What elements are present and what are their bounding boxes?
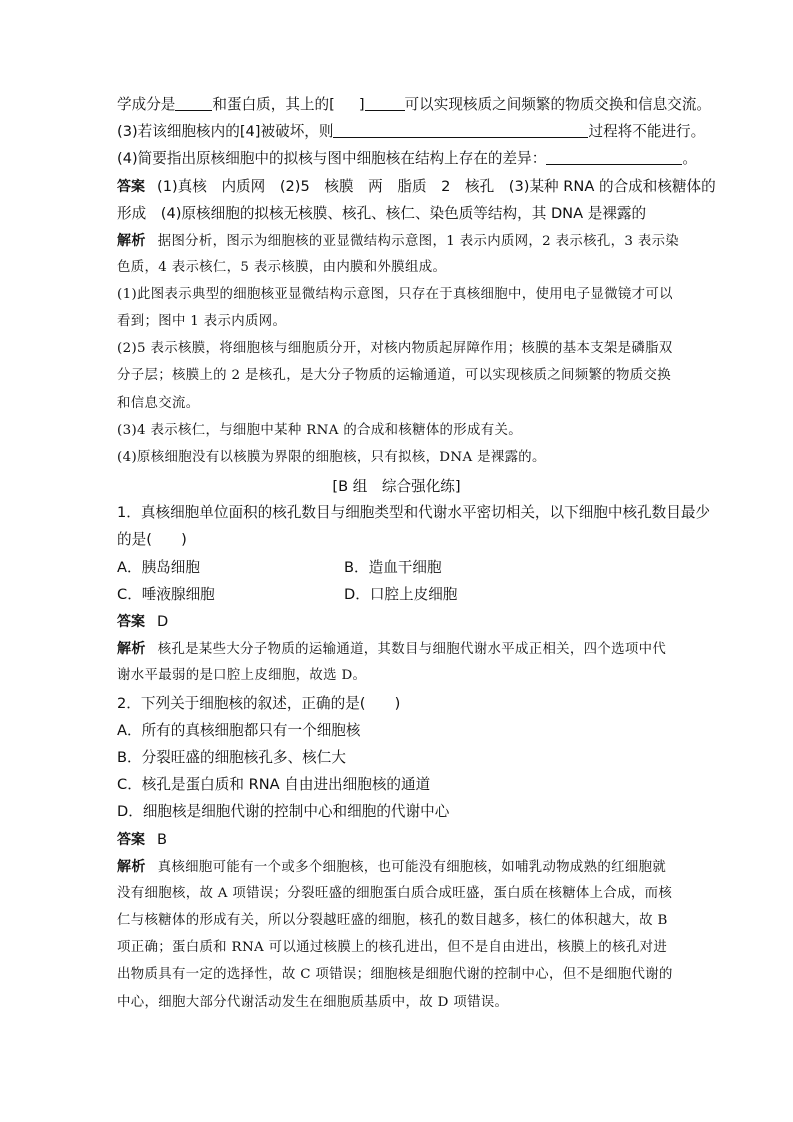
answer-label: 答案 bbox=[117, 614, 145, 630]
question-line-3 bbox=[117, 122, 705, 142]
answer-text: (1)真核 内质网 (2)5 核膜 两 脂质 2 核孔 (3)某种 RNA 的合成和核糖体的 bbox=[157, 178, 716, 195]
analysis-label: 解析 bbox=[117, 859, 146, 875]
analysis-line-7 bbox=[117, 394, 199, 414]
question-text: 的是( ) bbox=[117, 531, 187, 548]
answer-text: 形成 (4)原核细胞的拟核无核膜、核孔、核仁、染色质等结构，其 DNA 是裸露的 bbox=[117, 205, 647, 222]
text-segment: 和蛋白质，其上的[ bbox=[212, 96, 335, 113]
analysis-text: 色质，4 表示核仁，5 表示核膜，由内膜和外膜组成。 bbox=[117, 260, 447, 275]
analysis-text: 分子层；核膜上的 2 是核孔，是大分子物质的运输通道，可以实现核质之间频繁的物质交换 bbox=[117, 368, 671, 383]
answer-blank bbox=[365, 96, 405, 111]
analysis-text: (4)原核细胞没有以核膜为界限的细胞核，只有拟核，DNA 是裸露的。 bbox=[117, 450, 546, 465]
q1-analysis-line-1 bbox=[117, 639, 666, 660]
answer-blank bbox=[175, 96, 212, 111]
q2-analysis-line-1 bbox=[117, 857, 666, 878]
analysis-line-9 bbox=[117, 448, 546, 468]
analysis-line-2 bbox=[117, 258, 446, 278]
q2-option-d: D．细胞核是细胞代谢的控制中心和细胞的代谢中心 bbox=[117, 803, 450, 820]
q1-stem-line-1 bbox=[117, 503, 710, 523]
q2-stem: 2．下列关于细胞核的叙述，正确的是( ) bbox=[117, 695, 401, 712]
answer-blank bbox=[546, 150, 682, 165]
q1-option-c: C．唾液腺细胞 bbox=[117, 586, 215, 603]
text-segment: 可以实现核质之间频繁的物质交换和信息交流。 bbox=[404, 96, 712, 113]
answer-text: D bbox=[157, 613, 169, 630]
analysis-text: 项正确；蛋白质和 RNA 可以通过核膜上的核孔进出，但不是自由进出，核膜上的核孔对进 bbox=[117, 940, 668, 955]
answer-line-2 bbox=[117, 204, 646, 224]
q2-option-a: A．所有的真核细胞都只有一个细胞核 bbox=[117, 722, 361, 739]
analysis-text: 谢水平最弱的是口腔上皮细胞，故选 D。 bbox=[117, 668, 367, 683]
q2-analysis-line-3 bbox=[117, 911, 668, 931]
q2-analysis-line-4 bbox=[117, 938, 667, 958]
analysis-text: 据图分析，图示为细胞核的亚显微结构示意图，1 表示内质网，2 表示核孔，3 表示染 bbox=[157, 234, 680, 249]
analysis-text: 没有细胞核，故 A 项错误；分裂旺盛的细胞蛋白质合成旺盛，蛋白质在核糖体上合成，而核 bbox=[117, 886, 673, 901]
q2-option-c: C．核孔是蛋白质和 RNA 自由进出细胞核的通道 bbox=[117, 776, 431, 793]
question-text: 1．真核细胞单位面积的核孔数目与细胞类型和代谢水平密切相关，以下细胞中核孔数目最少 bbox=[117, 504, 711, 521]
analysis-line-8 bbox=[117, 421, 522, 441]
analysis-label: 解析 bbox=[117, 233, 146, 249]
text-segment: (3)若该细胞核内的[4]被破坏，则 bbox=[117, 123, 334, 140]
analysis-text: 看到；图中 1 表示内质网。 bbox=[117, 314, 287, 329]
q2-option-b: B．分裂旺盛的细胞核孔多、核仁大 bbox=[117, 749, 346, 766]
text-segment: 。 bbox=[682, 150, 697, 167]
q1-option-d: D．口腔上皮细胞 bbox=[344, 586, 458, 603]
q2-analysis-line-6 bbox=[117, 993, 508, 1013]
q2-analysis-line-5 bbox=[117, 965, 673, 985]
text-segment: ] bbox=[358, 96, 365, 113]
analysis-line-3 bbox=[117, 285, 673, 305]
text-segment: 学成分是 bbox=[117, 96, 176, 113]
answer-line-1 bbox=[117, 177, 716, 197]
answer-blank bbox=[333, 123, 588, 138]
analysis-text: 中心，细胞大部分代谢活动发生在细胞质基质中，故 D 项错误。 bbox=[117, 995, 509, 1010]
analysis-text: (3)4 表示核仁，与细胞中某种 RNA 的合成和核糖体的形成有关。 bbox=[117, 423, 522, 438]
q1-stem-line-2 bbox=[117, 530, 187, 550]
analysis-text: 真核细胞可能有一个或多个细胞核，也可能没有细胞核，如哺乳动物成熟的红细胞就 bbox=[157, 860, 667, 875]
answer-label: 答案 bbox=[117, 179, 145, 195]
question-line-4 bbox=[117, 149, 697, 169]
analysis-text: 和信息交流。 bbox=[117, 396, 200, 411]
q1-answer bbox=[117, 612, 168, 632]
analysis-line-5 bbox=[117, 339, 673, 359]
text-segment: (4)简要指出原核细胞中的拟核与图中细胞核在结构上存在的差异： bbox=[117, 150, 547, 167]
q2-answer bbox=[117, 830, 167, 850]
analysis-text: (2)5 表示核膜，将细胞核与细胞质分开，对核内物质起屏障作用；核膜的基本支架是磷脂双 bbox=[117, 341, 673, 356]
analysis-text: 仁与核糖体的形成有关，所以分裂越旺盛的细胞，核孔的数目越多，核仁的体积越大，故 B bbox=[117, 913, 668, 928]
analysis-text: 出物质具有一定的选择性，故 C 项错误；细胞核是细胞代谢的控制中心，但不是细胞代谢的 bbox=[117, 967, 673, 982]
section-title: [B 组 综合强化练] bbox=[332, 478, 461, 495]
analysis-line-1 bbox=[117, 231, 679, 252]
answer-label: 答案 bbox=[117, 832, 145, 848]
analysis-text: 核孔是某些大分子物质的运输通道，其数目与细胞代谢水平成正相关，四个选项中代 bbox=[157, 642, 667, 657]
q1-option-b: B．造血干细胞 bbox=[344, 559, 442, 576]
analysis-line-4 bbox=[117, 312, 286, 332]
q2-analysis-line-2 bbox=[117, 884, 672, 904]
text-segment: 过程将不能进行。 bbox=[588, 123, 706, 140]
q1-option-a: A．胰岛细胞 bbox=[117, 559, 200, 576]
q1-analysis-line-2 bbox=[117, 666, 366, 686]
answer-text: B bbox=[157, 831, 168, 848]
analysis-text: (1)此图表示典型的细胞核亚显微结构示意图，只存在于真核细胞中，使用电子显微镜才可以 bbox=[117, 287, 673, 302]
analysis-label: 解析 bbox=[117, 641, 146, 657]
analysis-line-6 bbox=[117, 366, 671, 386]
question-line-blanks-1 bbox=[117, 95, 711, 115]
